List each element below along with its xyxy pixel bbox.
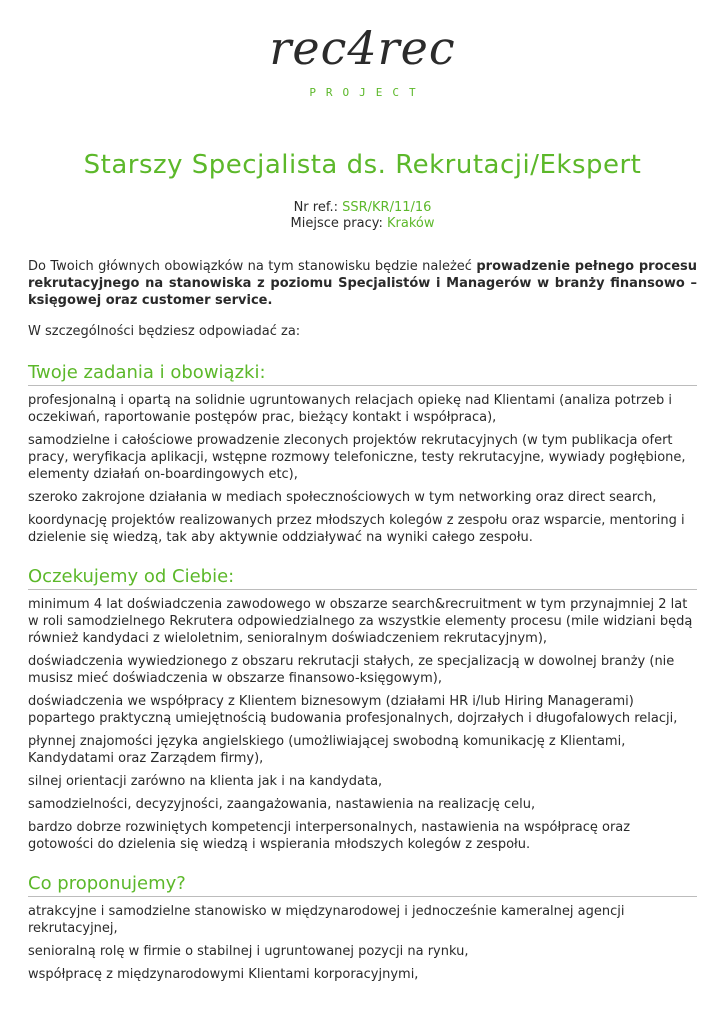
offer-list <box>28 903 697 983</box>
list-item: minimum 4 lat doświadczenia zawodowego w obszarze search&recruitment w tym przynajmniej 2 lat w roli samodzielnego Rekrutera odpowiedzialnego za wszystkie elementy procesu (mile widziani będą również kandydaci z wieloletnim, senioralnym doświadczeniem rekrutacyjnym), <box>28 597 693 646</box>
job-meta <box>0 200 725 232</box>
section-offer <box>28 875 697 983</box>
list-item: senioralną rolę w firmie o stabilnej i ugruntowanej pozycji na rynku, <box>28 944 469 959</box>
list-item: samodzielności, decyzyjności, zaangażowania, nastawienia na realizację celu, <box>28 797 536 812</box>
list-item: doświadczenia wywiedzionego z obszaru rekrutacji stałych, ze specjalizacją w dowolnej branży (nie musisz mieć doświadczenia w obszarze finansowo-księgowym), <box>28 654 675 686</box>
lead-sentence: W szczególności będziesz odpowiadać za: <box>28 324 301 339</box>
job-description <box>28 258 697 989</box>
section-duties <box>28 364 697 546</box>
section-heading: Oczekujemy od Ciebie: <box>28 568 697 590</box>
section-requirements <box>28 568 697 853</box>
location-line <box>0 216 725 232</box>
list-item: silnej orientacji zarówno na klienta jak i na kandydata, <box>28 774 383 789</box>
requirements-list <box>28 596 697 853</box>
job-title: Starszy Specjalista ds. Rekrutacji/Ekspert <box>83 150 642 180</box>
duties-list <box>28 392 697 546</box>
reference-value: SSR/KR/11/16 <box>342 200 432 215</box>
company-logo <box>0 18 725 99</box>
location-value: Kraków <box>386 216 435 231</box>
list-item: współpracę z międzynarodowymi Klientami korporacyjnymi, <box>28 967 419 982</box>
list-item: atrakcyjne i samodzielne stanowisko w międzynarodowej i jednocześnie kameralnej agencji rekrutacyjnej, <box>28 904 625 936</box>
list-item: profesjonalną i opartą na solidnie ugruntowanych relacjach opiekę nad Klientami (analiza potrzeb i oczekiwań, raportowanie postępów prac, bieżący kontakt i współpraca), <box>28 393 672 425</box>
section-heading: Co proponujemy? <box>28 875 697 897</box>
reference-label: Nr ref.: <box>293 200 338 215</box>
intro-text: Do Twoich głównych obowiązków na tym stanowisku będzie należeć <box>28 259 472 274</box>
list-item: koordynację projektów realizowanych przez młodszych kolegów z zespołu oraz wsparcie, mentoring i dzielenie się wiedzą, tak aby aktywnie oddziaływać na wyniki całego zespołu. <box>28 513 685 545</box>
logo-wordmark: rec4rec <box>269 21 456 75</box>
list-item: szeroko zakrojone działania w mediach społecznościowych w tym networking oraz direct search, <box>28 490 657 505</box>
intro-bold-text: prowadzenie pełnego procesu rekrutacyjnego na stanowiska z poziomu Specjalistów i Managerów w branży finansowo – księgowej oraz customer service. <box>28 259 698 308</box>
list-item: doświadczenia we współpracy z Klientem biznesowym (działami HR i/lub Hiring Managerami) popartego praktyczną umiejętnością budowania profesjonalnych, dojrzałych i długofalowych relacji, <box>28 694 678 726</box>
list-item: bardzo dobrze rozwiniętych kompetencji interpersonalnych, nastawienia na współpracę oraz gotowości do dzielenia się wiedzą i wspierania młodszych kolegów z zespołu. <box>28 820 631 852</box>
list-item: samodzielne i całościowe prowadzenie zleconych projektów rekrutacyjnych (w tym publikacja ofert pracy, weryfikacja aplikacji, wstępne rozmowy telefoniczne, testy rekrutacyjne, wywiady pogłębione, elementy działań on-boardingowych etc), <box>28 433 686 482</box>
reference-line <box>0 200 725 216</box>
location-label: Miejsce pracy: <box>290 216 383 231</box>
logo-subtitle: PROJECT <box>309 86 426 99</box>
intro-paragraph <box>28 258 697 309</box>
list-item: płynnej znajomości języka angielskiego (umożliwiającej swobodną komunikację z Klientami, Kandydatami oraz Zarządem firmy), <box>28 734 626 766</box>
section-heading: Twoje zadania i obowiązki: <box>28 364 697 386</box>
